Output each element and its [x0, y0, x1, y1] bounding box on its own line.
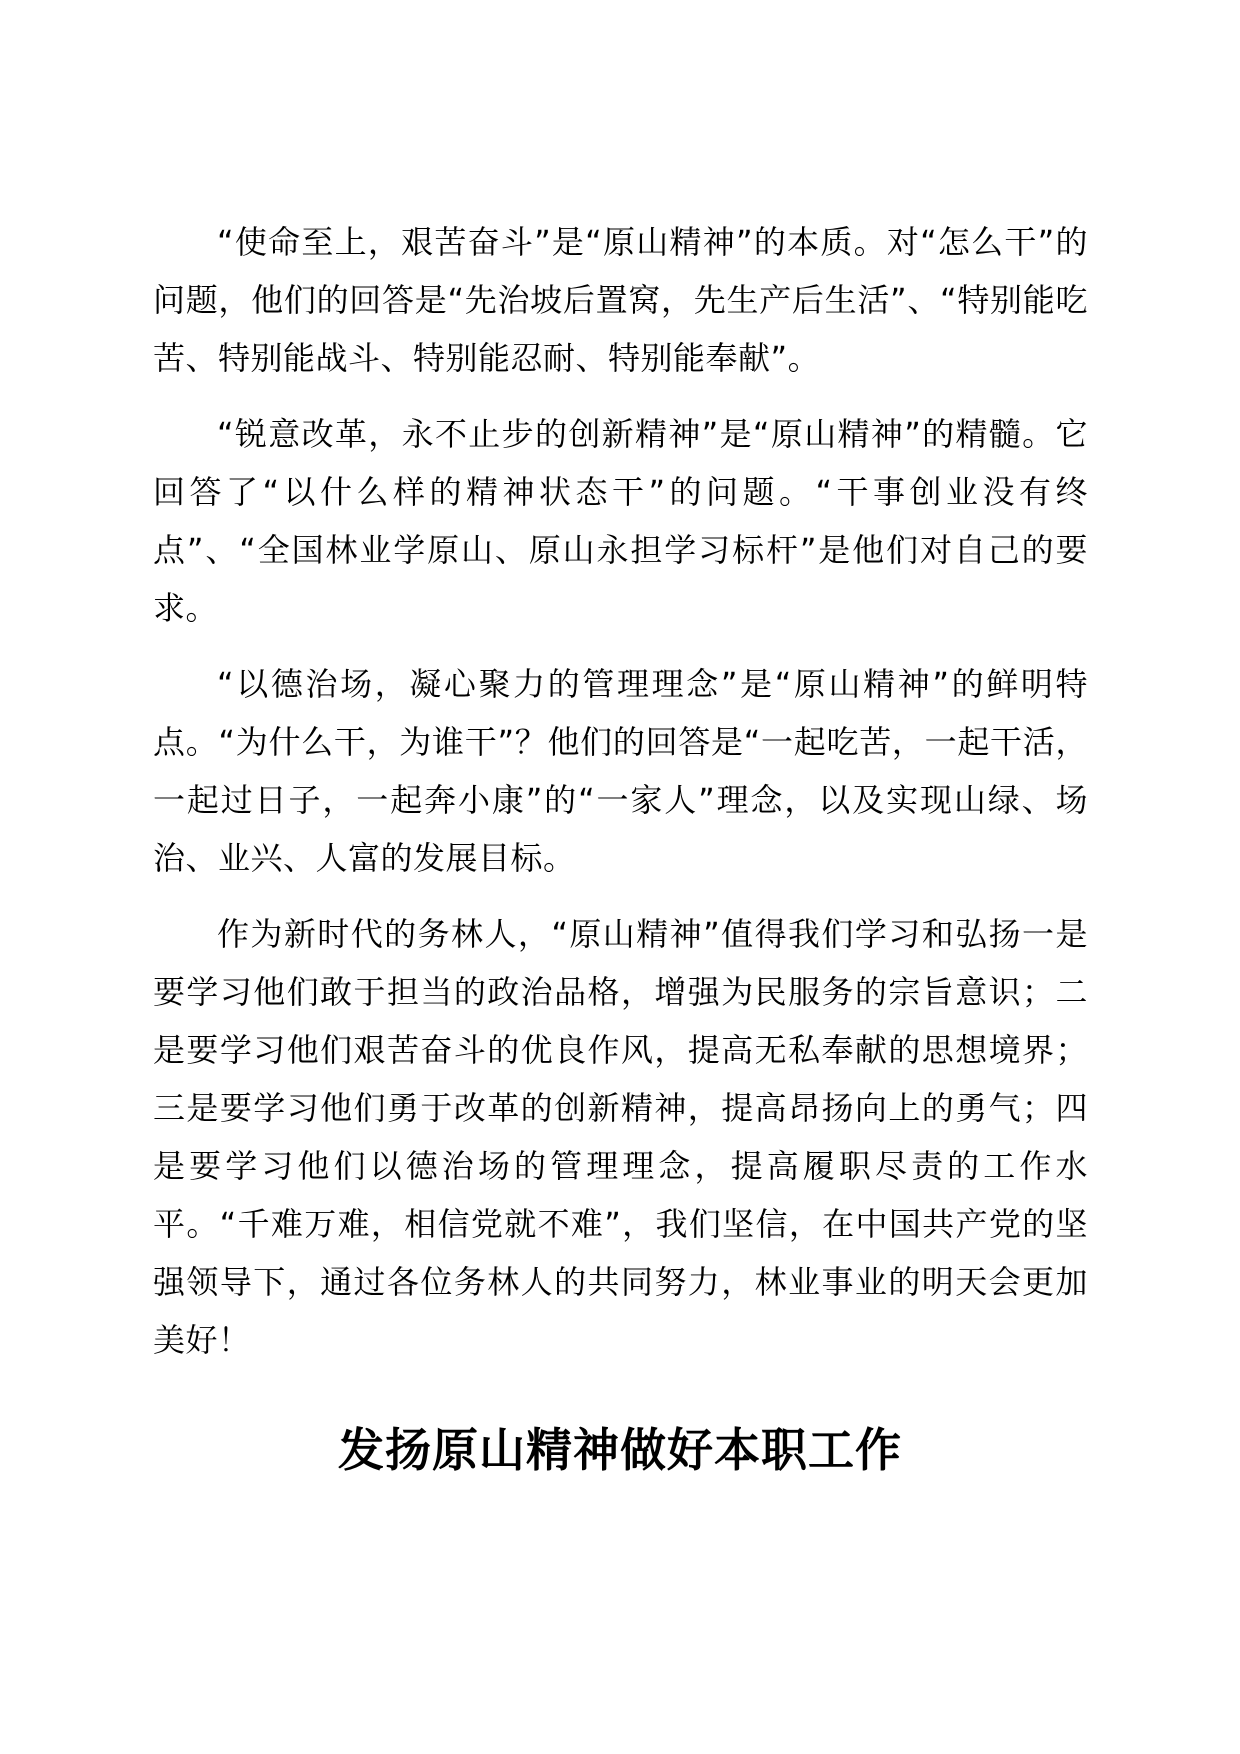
paragraph-management: “以德治场，凝心聚力的管理理念”是“原山精神”的鲜明特点。“为什么干，为谁干”？他们的回答是“一起吃苦，一起干活，一起过日子，一起奔小康”的“一家人”理念，以及实现山绿、场治、业兴、人富的发展目标。 — [153, 665, 1088, 877]
paragraph-essence: “使命至上，艰苦奋斗”是“原山精神”的本质。对“怎么干”的问题，他们的回答是“先治坡后置窝，先生产后生活”、“特别能吃苦、特别能战斗、特别能忍耐、特别能奉献”。 — [153, 223, 1088, 377]
paragraph-innovation: “锐意改革，永不止步的创新精神”是“原山精神”的精髓。它回答了“以什么样的精神状态干”的问题。“干事创业没有终点”、“全国林业学原山、原山永担学习标杆”是他们对自己的要求。 — [153, 415, 1088, 627]
section-heading: 发扬原山精神做好本职工作 — [338, 1423, 902, 1477]
article-body — [153, 213, 1088, 1387]
paragraph-conclusion: 作为新时代的务林人，“原山精神”值得我们学习和弘扬一是要学习他们敢于担当的政治品格，增强为民服务的宗旨意识；二是要学习他们艰苦奋斗的优良作风，提高无私奉献的思想境界；三是要学习他们勇于改革的创新精神，提高昂扬向上的勇气；四是要学习他们以德治场的管理理念，提高履职尽责的工作水平。“千难万难，相信党就不难”，我们坚信，在中国共产党的坚强领导下，通过各位务林人的共同努力，林业事业的明天会更加美好！ — [153, 915, 1088, 1359]
